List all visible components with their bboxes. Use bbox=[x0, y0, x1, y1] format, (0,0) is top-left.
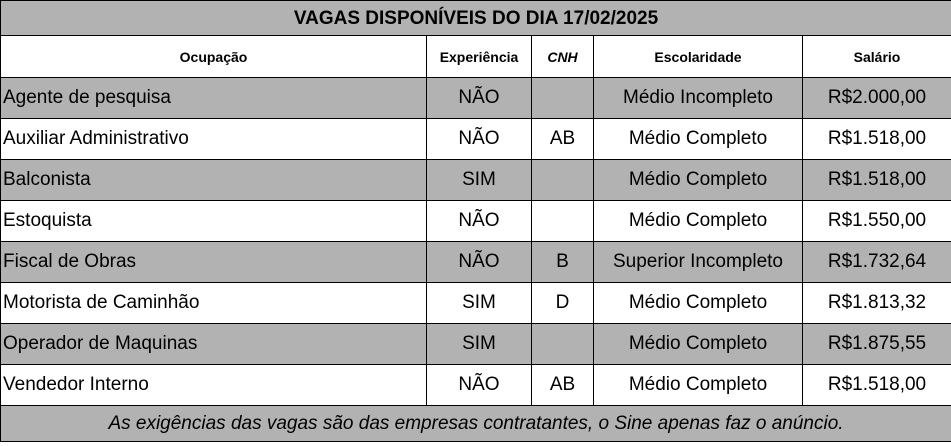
cell-escolaridade: Médio Completo bbox=[594, 365, 803, 406]
cell-salario: R$2.000,00 bbox=[803, 78, 951, 119]
cell-ocupacao: Agente de pesquisa bbox=[1, 78, 427, 119]
cell-salario: R$1.550,00 bbox=[803, 201, 951, 242]
cell-experiencia: NÃO bbox=[427, 201, 532, 242]
cell-escolaridade: Superior Incompleto bbox=[594, 242, 803, 283]
cell-cnh: AB bbox=[532, 119, 594, 160]
cell-experiencia: NÃO bbox=[427, 78, 532, 119]
cell-escolaridade: Médio Completo bbox=[594, 160, 803, 201]
column-header-cnh: CNH bbox=[532, 36, 594, 78]
cell-cnh: B bbox=[532, 242, 594, 283]
cell-escolaridade: Médio Completo bbox=[594, 324, 803, 365]
footer-row bbox=[1, 406, 951, 442]
cell-ocupacao: Estoquista bbox=[1, 201, 427, 242]
title-row bbox=[1, 1, 951, 36]
table-row bbox=[1, 160, 951, 201]
cell-cnh bbox=[532, 201, 594, 242]
column-header-experiencia: Experiência bbox=[427, 36, 532, 78]
cell-ocupacao: Vendedor Interno bbox=[1, 365, 427, 406]
cell-ocupacao: Auxiliar Administrativo bbox=[1, 119, 427, 160]
cell-ocupacao: Fiscal de Obras bbox=[1, 242, 427, 283]
cell-experiencia: SIM bbox=[427, 160, 532, 201]
cell-cnh: AB bbox=[532, 365, 594, 406]
cell-experiencia: NÃO bbox=[427, 119, 532, 160]
table-row bbox=[1, 119, 951, 160]
cell-salario: R$1.813,32 bbox=[803, 283, 951, 324]
table-row bbox=[1, 201, 951, 242]
column-header-salario: Salário bbox=[803, 36, 951, 78]
footer-note: As exigências das vagas são das empresas contratantes, o Sine apenas faz o anúncio. bbox=[1, 406, 951, 442]
header-row bbox=[1, 36, 951, 78]
cell-cnh bbox=[532, 324, 594, 365]
cell-salario: R$1.518,00 bbox=[803, 365, 951, 406]
cell-experiencia: NÃO bbox=[427, 242, 532, 283]
cell-ocupacao: Balconista bbox=[1, 160, 427, 201]
table-row bbox=[1, 78, 951, 119]
cell-salario: R$1.518,00 bbox=[803, 119, 951, 160]
cell-cnh bbox=[532, 160, 594, 201]
cell-salario: R$1.518,00 bbox=[803, 160, 951, 201]
column-header-ocupacao: Ocupação bbox=[1, 36, 427, 78]
cell-salario: R$1.732,64 bbox=[803, 242, 951, 283]
cell-ocupacao: Motorista de Caminhão bbox=[1, 283, 427, 324]
cell-escolaridade: Médio Completo bbox=[594, 119, 803, 160]
column-header-escolaridade: Escolaridade bbox=[594, 36, 803, 78]
cell-experiencia: SIM bbox=[427, 283, 532, 324]
cell-experiencia: NÃO bbox=[427, 365, 532, 406]
table-row bbox=[1, 283, 951, 324]
cell-escolaridade: Médio Completo bbox=[594, 201, 803, 242]
cell-cnh: D bbox=[532, 283, 594, 324]
table-row bbox=[1, 242, 951, 283]
cell-cnh bbox=[532, 78, 594, 119]
cell-ocupacao: Operador de Maquinas bbox=[1, 324, 427, 365]
table-row bbox=[1, 365, 951, 406]
table-row bbox=[1, 324, 951, 365]
cell-escolaridade: Médio Completo bbox=[594, 283, 803, 324]
cell-experiencia: SIM bbox=[427, 324, 532, 365]
cell-salario: R$1.875,55 bbox=[803, 324, 951, 365]
cell-escolaridade: Médio Incompleto bbox=[594, 78, 803, 119]
table-title: VAGAS DISPONÍVEIS DO DIA 17/02/2025 bbox=[1, 1, 951, 36]
